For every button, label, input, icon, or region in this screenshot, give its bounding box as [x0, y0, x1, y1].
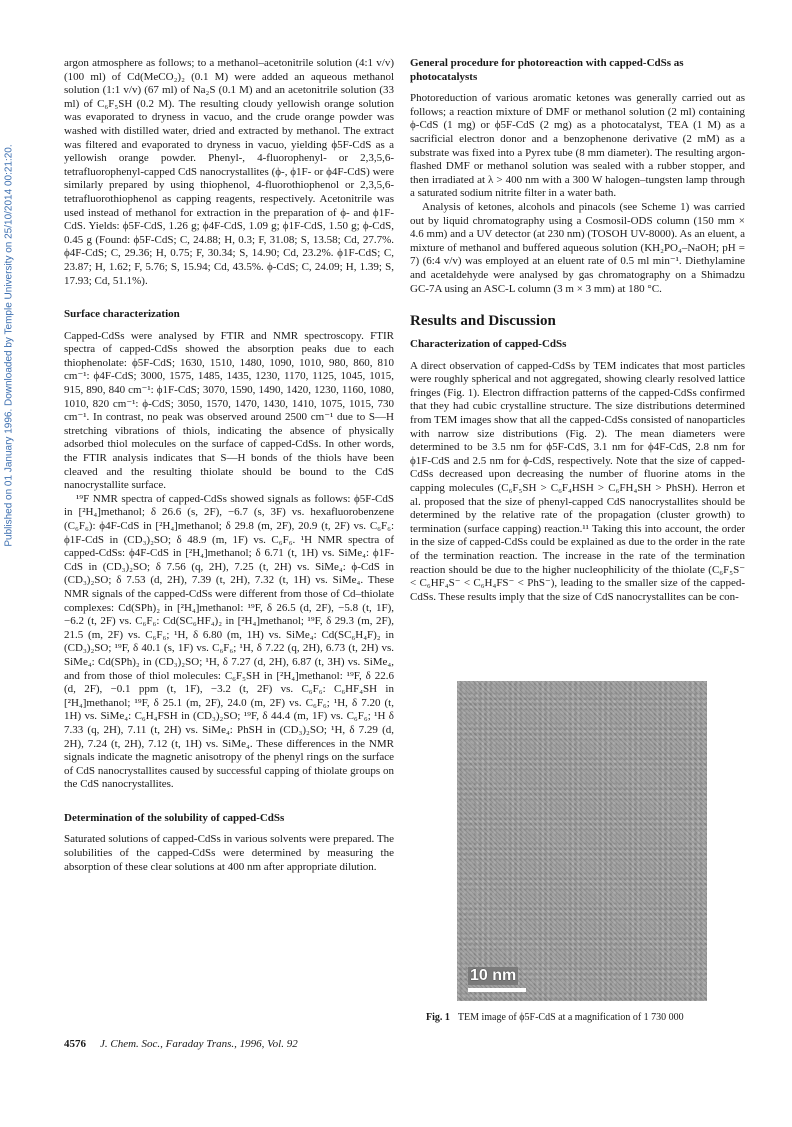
tem-image: [457, 681, 707, 1001]
figure-caption-label: Fig. 1: [426, 1012, 450, 1023]
page-footer: [64, 1038, 394, 1051]
download-watermark-text: Published on 01 January 1996. Downloaded by Temple University on 25/10/2014 00:21:20.: [3, 144, 15, 547]
right-column: [410, 57, 745, 604]
heading-solubility: Determination of the solubility of capped-CdSs: [64, 811, 285, 824]
download-watermark: [2, 0, 16, 1127]
heading-characterization: Characterization of capped-CdSs: [410, 338, 567, 351]
figure-caption-text: TEM image of ϕ5F-CdS at a magnification of 1 730 000: [457, 1012, 684, 1023]
left-column: [64, 57, 394, 874]
scale-bar-label: 10 nm: [470, 967, 517, 984]
page-number: 4576: [64, 1038, 86, 1050]
analysis-paragraph: Analysis of ketones, alcohols and pinacols (see Scheme 1) was carried out by liquid chromatography using a Cosmosil-ODS column (150 mm × 4.6 mm) and a UV detector (at 230 nm) (TOSOH UV-8000). As an eluent, a mixture of methanol and buffered aqueous solution (KH₂PO₄–NaOH; pH = 7) (6:4 v/v) was employed at an eluent rate of 0.5 ml min⁻¹. Diethylamine and acetaldehyde were analysed by gas chromatography on a Shimadzu GC-7A using an ASC-L column (3 m × 3 mm) at 180 °C.: [410, 200, 745, 295]
photoreaction-paragraph: Photoreduction of various aromatic ketones was generally carried out as follows; a reaction mixture of DMF or methanol solution (2 ml) containing ϕ-CdS (1 mg) or ϕ5F-CdS (2 mg) as a photocatalyst, TEA (1 M) as a sacrificial electron donor and a benzophenone derivative (2 mM) as a substrate was fixed into a Pyrex tube (8 mm diameter). The resulting argon-flashed DMF or methanol solution was sealed with a rubber stopper, and then irradiated at λ > 400 nm with a 300 W halogen–tungsten lamp through a saturated sodium nitrite filter in a water bath.: [410, 92, 745, 200]
scale-bar: [468, 988, 526, 992]
tem-paragraph: A direct observation of capped-CdSs by TEM indicates that most particles were roughly spherical and not aggregated, showing clearly resolved lattice fringes (Fig. 1). Electron diffraction patterns of the capped-CdSs confirmed that they had cubic crystalline structure. The size distributions determined from TEM images show that all the capped-CdSs consisted of nanoparticles with narrow size distributions (Fig. 2). The mean diameters were determined to be 3.5 nm for ϕ5F-CdS, 3.1 nm for ϕ4F-CdS, 2.8 nm for ϕ1F-CdS and 2.5 nm for ϕ-CdS, respectively. Note that the size of capped-CdSs decreased upon decreasing the number of fluorine atoms in the capping molecules (C₆F₅SH > C₆F₄HSH > C₆FH₄SH > PhSH). Herron et al. proposed that the size of phenyl-capped CdS nanocrystallites should be determined by the relative rate of the propagation (cluster growth) to termination (surface capping) reaction.¹¹ Taking this into account, the order in the size of capped-CdSs could be explained as due to the order in the rate of the termination reaction. The increase in the rate of the termination reaction should be due to the higher nucleophilicity of the thiolate (C₆F₅S⁻ < C₆HF₄S⁻ < C₆H₄FS⁻ < PhS⁻), leading to the smaller size of the capped-CdSs. These results imply that the size of CdS nanocrystallites can be con-: [410, 359, 745, 603]
figure-caption: [426, 1012, 746, 1024]
heading-surface-characterization: Surface characterization: [64, 308, 180, 321]
nmr-paragraph: ¹⁹F NMR spectra of capped-CdSs showed signals as follows: ϕ5F-CdS in [²H₄]methanol; δ 26.6 (s, 2F), −6.7 (s, 3F) vs. hexafluorobenzene (C₆F₆): ϕ4F-CdS in [²H₄]methanol; δ 29.8 (m, 2F), 20.9 (t, 2F) vs. C₆F₆: ϕ1F-CdS in (CD₃)₂SO; δ 48.9 (m, 1F) vs. C₆F₆. ¹H NMR spectra of capped-CdSs: ϕ4F-CdS in [²H₄]methanol; δ 6.71 (t, 1H) vs. SiMe₄: ϕ1F-CdS in (CD₃)₂SO; δ 7.56 (q, 2H), 7.25 (t, 2H) vs. SiMe₄: ϕ-CdS in (CD₃)₂SO; δ 7.53 (d, 2H), 7.39 (t, 2H), 7.32 (t, 1H) vs. SiMe₄. These NMR signals of the capped-CdSs were different from those of Cd–thiolate complexes: Cd(SPh)₂ in [²H₄]methanol: ¹⁹F, δ 26.5 (d, 2F), −5.8 (t, 1F), −6.2 (t, 2F) vs. C₆F₆: Cd(SC₆HF₄)₂ in [²H₄]methanol; ¹⁹F, δ 29.3 (m, 2F), 21.5 (m, 2F) vs. C₆F₆; ¹H, δ 6.80 (m, 1H) vs. SiMe₄: Cd(SC₆H₄F)₂ in (CD₃)₂SO; ¹⁹F, δ 40.1 (s, 1F) vs. C₆F₆; ¹H, δ 7.22 (q, 2H), 6.73 (t, 2H) vs. SiMe₄: Cd(SPh)₂ in (CD₃)₂SO; ¹H, δ 7.27 (d, 2H), 6.87 (t, 3H) vs. SiMe₄, and from those of thiol molecules: C₆F₅SH in [²H₄]methanol: ¹⁹F, δ 22.6 (d, 2F), −0.1 ppm (t, 1F), −3.2 (t, 2F) vs. C₆F₆: C₆HF₄SH in [²H₄]methanol; ¹⁹F, δ 25.1 (m, 2F), 24.0 (m, 2F) vs. C₆F₆; ¹H, δ 7.20 (t, 1H) vs. SiMe₄: C₆H₄FSH in (CD₃)₂SO; ¹⁹F, δ 44.4 (m, 1F) vs. C₆F₆; ¹H δ 7.33 (q, 2H), 7.11 (t, 2H) vs. SiMe₄: PhSH in (CD₃)₂SO; ¹H, δ 7.29 (d, 2H), 7.24 (t, 2H), 7.12 (t, 1H) vs. SiMe₄. These differences in the NMR signals indicate the magnetic anisotropy of the phenyl rings on the surface of CdS nanocrystallites caused by successful capping of thiolate groups on the CdS nanocrystallites.: [64, 492, 394, 791]
heading-general-procedure: General procedure for photoreaction with capped-CdSs as photocatalysts: [410, 57, 684, 83]
synthesis-paragraph: argon atmosphere as follows; to a methanol–acetonitrile solution (4:1 v/v) (100 ml) of Cd(MeCO₂)₂ (0.1 M) were added an aqueous methanol solution (1:1 v/v) (67 ml) of Na₂S (0.1 M) and an acetonitrile solution (33 ml) of C₆F₅SH (0.2 M). The resulting cloudy yellowish orange solution was evaporated to dryness in vacuo, and the crude orange powder was washed with distilled water, dried and extracted by methanol. The extract was filtered and evaporated to dryness in vacuo, yielding ϕ5F-CdS as a yellowish orange powder. Phenyl-, 4-fluorophenyl- or 2,3,5,6-tetrafluorophenyl-capped CdS nanocrystallites (ϕ-, ϕ1F- or ϕ4F-CdS) were similarly prepared by using thiophenol, 4-fluorothiophenol or 2,3,5,6-tetrafluorothiophenol as capping reagents, respectively. Acetonitrile was used instead of methanol for extraction in the preparation of ϕ- and ϕ1F-CdS. Yields: ϕ5F-CdS, 1.26 g; ϕ4F-CdS, 1.09 g; ϕ1F-CdS, 1.50 g; ϕ-CdS, 0.45 g (Found: ϕ5F-CdS; C, 24.88; H, 0.3; F, 31.08; S, 13.58; Cd, 27.7%. ϕ4F-CdS; C, 29.36; H, 0.75; F, 30.34; S, 14.90; Cd, 23.2%. ϕ1F-CdS; C, 23.87; H, 1.62; F, 5.76; S, 15.94; Cd, 43.5%. ϕ-CdS; C, 24.09; H, 1.39; S, 17.93; Cd, 51.1%).: [64, 57, 394, 287]
heading-results-discussion: Results and Discussion: [410, 313, 556, 330]
solubility-paragraph: Saturated solutions of capped-CdSs in various solvents were prepared. The solubilities of the capped-CdSs were determined by measuring the absorption of these clear solutions at 400 nm after appropriate dilution.: [64, 833, 394, 873]
journal-citation: J. Chem. Soc., Faraday Trans., 1996, Vol. 92: [100, 1038, 298, 1050]
ftir-paragraph: Capped-CdSs were analysed by FTIR and NMR spectroscopy. FTIR spectra of capped-CdSs showed the absorption peaks due to each thiophenolate: ϕ5F-CdS; 1630, 1510, 1480, 1090, 1010, 980, 860, 810 cm⁻¹: ϕ4F-CdS; 3000, 1575, 1485, 1435, 1230, 1170, 1125, 1045, 1015, 915, 890, 840 cm⁻¹: ϕ1F-CdS; 3070, 1590, 1490, 1420, 1230, 1160, 1080, 1010, 820 cm⁻¹: ϕ-CdS; 3050, 1570, 1470, 1430, 1410, 1075, 1015, 730 cm⁻¹. In contrast, no peak was observed around 2500 cm⁻¹ due to S—H stretching vibrations of thiols, indicating the absence of physically adsorbed thiol molecules on the surface of capped-CdSs. In other words, the FTIR analysis indicates that S—H bonds of the thiols have been cleaved and the resulting thiolate should be bound to the CdS nanocrystallite surface.: [64, 329, 394, 492]
